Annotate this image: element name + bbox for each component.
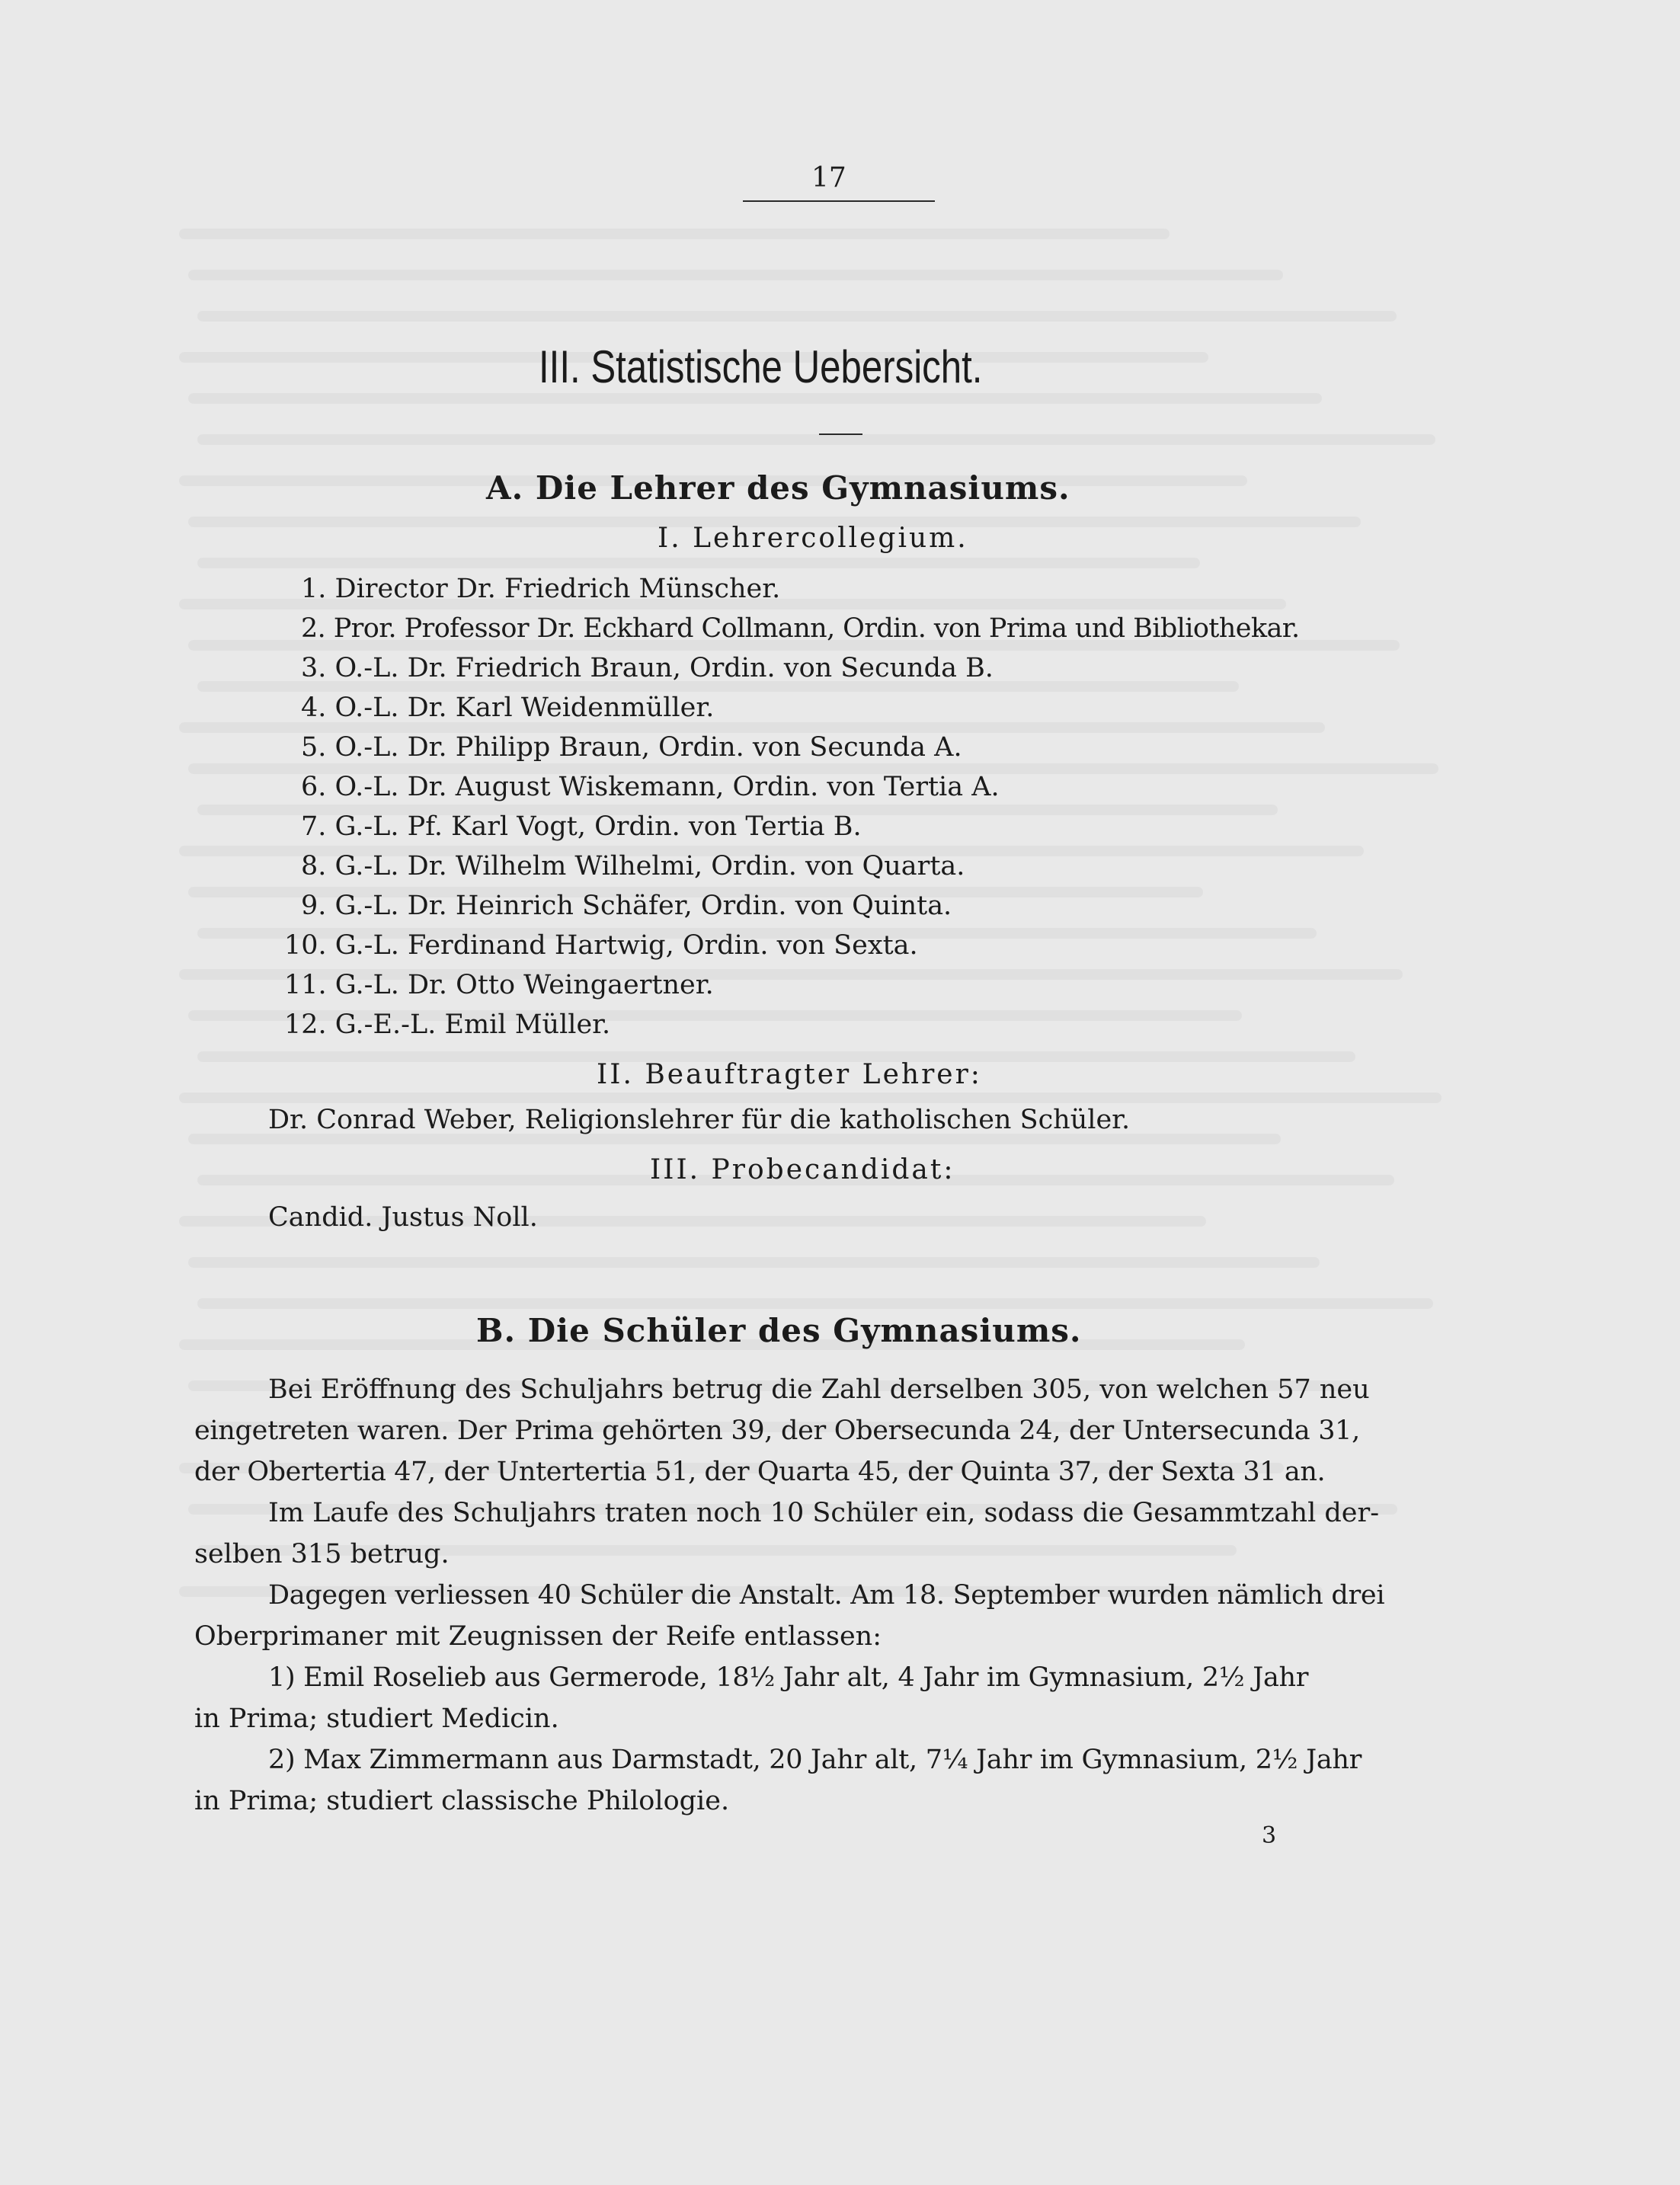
bleed-through-line xyxy=(188,1134,1281,1144)
subsection-ii-heading: II. Beauftragter Lehrer: xyxy=(597,1059,982,1090)
body-text-line: der Obertertia 47, der Untertertia 51, der Quarta 45, der Quinta 37, der Sexta 31 an. xyxy=(194,1457,1326,1487)
teacher-list-item: 4. O.-L. Dr. Karl Weidenmüller. xyxy=(301,693,715,723)
teacher-list-item: 9. G.-L. Dr. Heinrich Schäfer, Ordin. von Quinta. xyxy=(301,891,952,921)
bleed-through-line xyxy=(197,311,1397,322)
bleed-through-line xyxy=(197,1298,1433,1309)
title-rule xyxy=(819,433,862,435)
page-number: 17 xyxy=(811,162,846,194)
body-text-line: 2) Max Zimmermann aus Darmstadt, 20 Jahr alt, 7¼ Jahr im Gymnasium, 2½ Jahr xyxy=(268,1745,1362,1775)
teacher-list-item: 2. Pror. Professor Dr. Eckhard Collmann, Ordin. von Prima und Bibliothekar. xyxy=(301,613,1300,644)
bleed-through-line xyxy=(188,1257,1320,1268)
section-b-heading: B. Die Schüler des Gymnasiums. xyxy=(476,1312,1082,1349)
page-number-rule xyxy=(743,200,935,202)
body-text-line: in Prima; studiert classische Philologie. xyxy=(194,1786,730,1816)
bleed-through-line xyxy=(188,393,1322,404)
body-text-line: Dagegen verliessen 40 Schüler die Anstalt. Am 18. September wurden nämlich drei xyxy=(268,1580,1385,1611)
teacher-list-item: 10. G.-L. Ferdinand Hartwig, Ordin. von Sexta. xyxy=(284,930,918,961)
body-text-line: 1) Emil Roselieb aus Germerode, 18½ Jahr alt, 4 Jahr im Gymnasium, 2½ Jahr xyxy=(268,1662,1309,1693)
subsection-iii-heading: III. Probecandidat: xyxy=(650,1154,955,1185)
body-text-line: eingetreten waren. Der Prima gehörten 39, der Obersecunda 24, der Untersecunda 31, xyxy=(194,1416,1360,1446)
teacher-list-item: 5. O.-L. Dr. Philipp Braun, Ordin. von Secunda A. xyxy=(301,732,962,763)
teacher-list-item: 8. G.-L. Dr. Wilhelm Wilhelmi, Ordin. von Quarta. xyxy=(301,851,965,881)
body-text-line: in Prima; studiert Medicin. xyxy=(194,1704,559,1734)
bleed-through-line xyxy=(179,722,1325,733)
subsection-i-heading: I. Lehrercollegium. xyxy=(658,523,968,554)
teacher-list-item: 6. O.-L. Dr. August Wiskemann, Ordin. von Tertia A. xyxy=(301,772,1000,802)
bleed-through-line xyxy=(188,270,1283,280)
teacher-list-item: 1. Director Dr. Friedrich Münscher. xyxy=(301,574,781,604)
page-title: III. Statistische Uebersicht. xyxy=(539,341,983,392)
bleed-through-line xyxy=(179,1092,1442,1103)
bleed-through-line xyxy=(197,558,1200,568)
bleed-through-line xyxy=(197,434,1435,445)
signature-mark: 3 xyxy=(1262,1822,1277,1849)
teacher-list-item: 12. G.-E.-L. Emil Müller. xyxy=(284,1009,611,1040)
teacher-list-item: 3. O.-L. Dr. Friedrich Braun, Ordin. von Secunda B. xyxy=(301,653,994,683)
bleed-through-line xyxy=(179,229,1170,239)
body-text-line: selben 315 betrug. xyxy=(194,1539,450,1569)
teacher-list-item: 11. G.-L. Dr. Otto Weingaertner. xyxy=(284,970,714,1000)
body-text-line: Im Laufe des Schuljahrs traten noch 10 Schüler ein, sodass die Gesammtzahl der- xyxy=(268,1498,1380,1528)
probationary-candidate: Candid. Justus Noll. xyxy=(268,1202,538,1233)
body-text-line: Oberprimaner mit Zeugnissen der Reife entlassen: xyxy=(194,1621,882,1652)
commissioned-teacher: Dr. Conrad Weber, Religionslehrer für die katholischen Schüler. xyxy=(268,1105,1131,1135)
section-a-heading: A. Die Lehrer des Gymnasiums. xyxy=(486,469,1070,507)
body-text-line: Bei Eröffnung des Schuljahrs betrug die Zahl derselben 305, von welchen 57 neu xyxy=(268,1374,1370,1405)
teacher-list-item: 7. G.-L. Pf. Karl Vogt, Ordin. von Tertia B. xyxy=(301,811,862,842)
